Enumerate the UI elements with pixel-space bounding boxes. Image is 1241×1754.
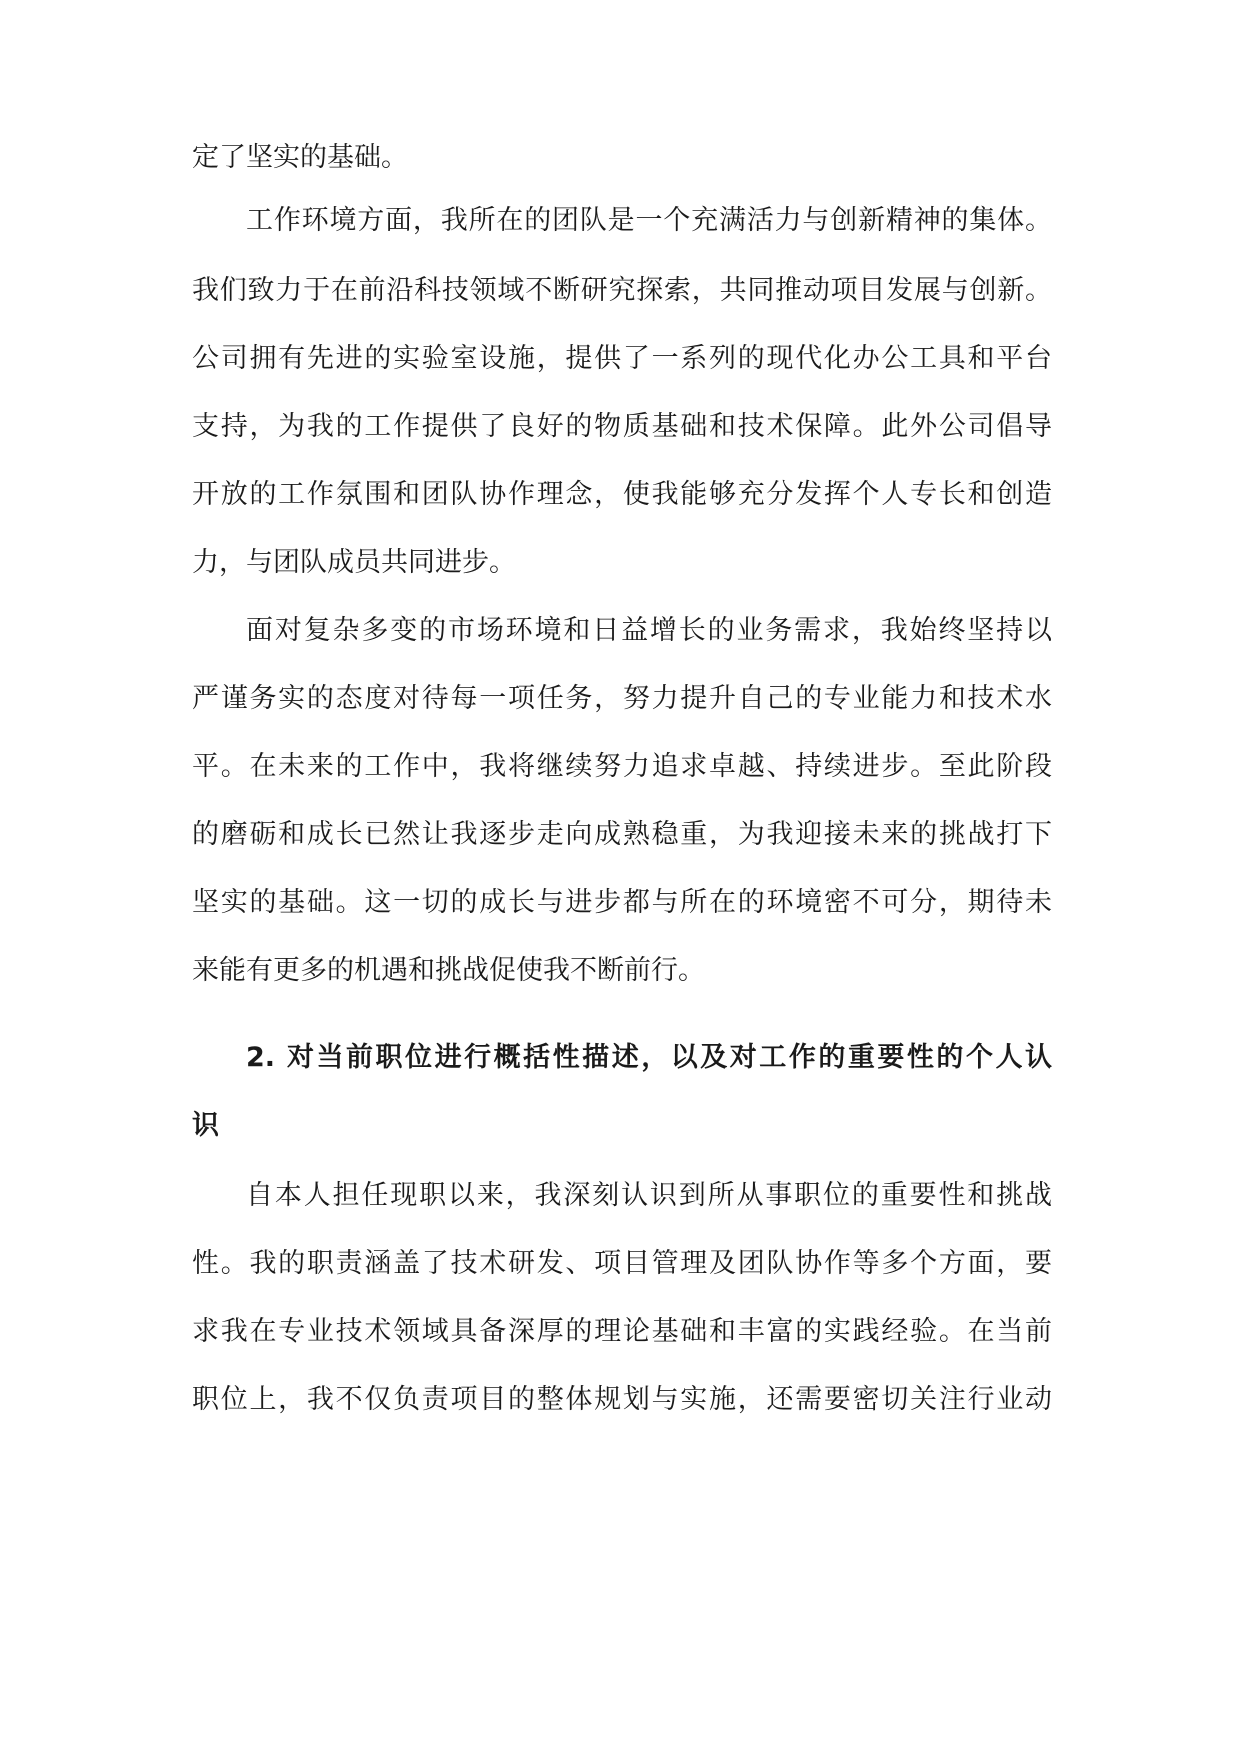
paragraph-2-line-3: 公司拥有先进的实验室设施，提供了一系列的现代化办公工具和平台 bbox=[192, 343, 1052, 374]
paragraph-1-line-1: 定了坚实的基础。 bbox=[192, 142, 408, 173]
paragraph-4-line-4: 职位上，我不仅负责项目的整体规划与实施，还需要密切关注行业动 bbox=[192, 1384, 1052, 1415]
paragraph-4-line-2: 性。我的职责涵盖了技术研发、项目管理及团队协作等多个方面，要 bbox=[192, 1248, 1052, 1279]
paragraph-3-line-5: 坚实的基础。这一切的成长与进步都与所在的环境密不可分，期待未 bbox=[192, 887, 1052, 918]
paragraph-3-line-6: 来能有更多的机遇和挑战促使我不断前行。 bbox=[192, 955, 705, 986]
paragraph-3-line-3: 平。在未来的工作中，我将继续努力追求卓越、持续进步。至此阶段 bbox=[192, 751, 1052, 782]
paragraph-4-line-1: 自本人担任现职以来，我深刻认识到所从事职位的重要性和挑战 bbox=[246, 1180, 1052, 1211]
paragraph-4-line-3: 求我在专业技术领域具备深厚的理论基础和丰富的实践经验。在当前 bbox=[192, 1316, 1052, 1347]
paragraph-3-line-2: 严谨务实的态度对待每一项任务，努力提升自己的专业能力和技术水 bbox=[192, 683, 1052, 714]
paragraph-3-line-4: 的磨砺和成长已然让我逐步走向成熟稳重，为我迎接未来的挑战打下 bbox=[192, 819, 1052, 850]
section-heading-line-2: 识 bbox=[192, 1110, 219, 1141]
paragraph-2-line-2: 我们致力于在前沿科技领域不断研究探索，共同推动项目发展与创新。 bbox=[192, 275, 1052, 306]
paragraph-2-line-5: 开放的工作氛围和团队协作理念，使我能够充分发挥个人专长和创造 bbox=[192, 479, 1052, 510]
paragraph-2-line-1: 工作环境方面，我所在的团队是一个充满活力与创新精神的集体。 bbox=[246, 205, 1052, 236]
section-heading-line-1: 2. 对当前职位进行概括性描述，以及对工作的重要性的个人认 bbox=[246, 1042, 1052, 1073]
paragraph-3-line-1: 面对复杂多变的市场环境和日益增长的业务需求，我始终坚持以 bbox=[246, 615, 1052, 646]
paragraph-2-line-6: 力，与团队成员共同进步。 bbox=[192, 547, 516, 578]
paragraph-2-line-4: 支持，为我的工作提供了良好的物质基础和技术保障。此外公司倡导 bbox=[192, 411, 1052, 442]
